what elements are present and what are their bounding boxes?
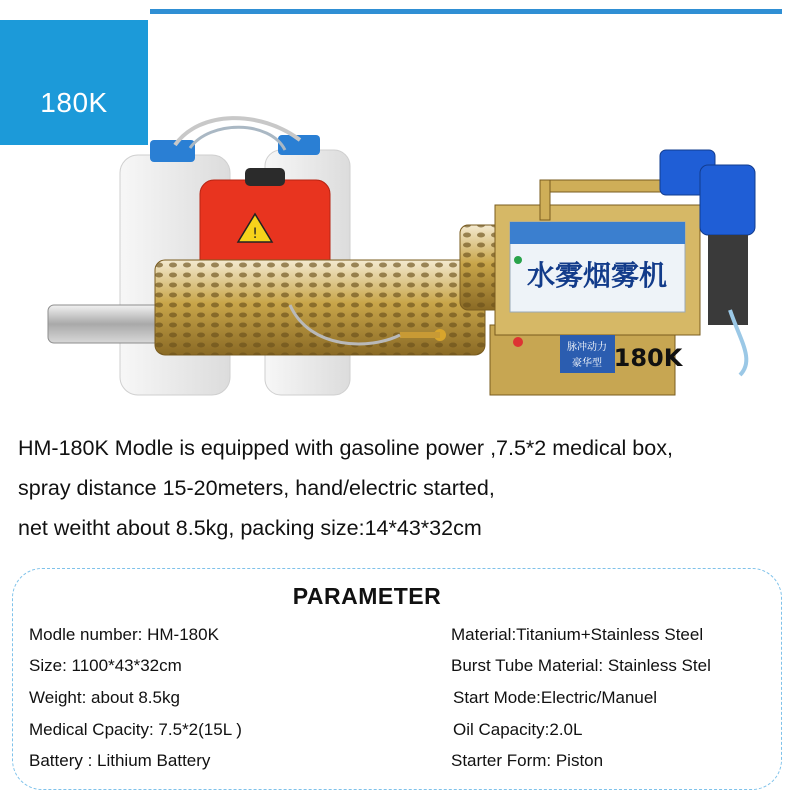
- param-model-number: Modle number: HM-180K: [29, 625, 219, 644]
- parameter-title: PARAMETER: [292, 583, 442, 609]
- control-body: [490, 205, 700, 395]
- param-battery: Battery : Lithium Battery: [29, 751, 211, 770]
- product-description: [18, 428, 793, 548]
- panel-small-text-1: 脉冲动力: [567, 342, 607, 353]
- panel-model-label: 180K: [613, 344, 683, 372]
- param-starter-form: Starter Form: Piston: [451, 751, 604, 770]
- parameter-box: [12, 568, 782, 790]
- panel-chinese-label: 水雾烟雾机: [526, 259, 668, 292]
- description-line-1: HM-180K Modle is equipped with gasoline power ,7.5*2 medical box,: [18, 436, 673, 460]
- param-start-mode: Start Mode:Electric/Manuel: [453, 688, 658, 707]
- param-size: Size: 1100*43*32cm: [29, 656, 182, 675]
- fogging-machine-image: [40, 110, 770, 410]
- description-line-3: net weitht about 8.5kg, packing size:14*43*32cm: [18, 516, 482, 540]
- top-corner: [0, 0, 150, 20]
- top-accent-line: [150, 9, 782, 14]
- param-oil-capacity: Oil Capacity:2.0L: [453, 720, 583, 739]
- description-line-2: spray distance 15-20meters, hand/electric started,: [18, 476, 495, 500]
- model-badge-label: 180K: [40, 86, 108, 118]
- panel-small-text-2: 豪华型: [572, 358, 602, 369]
- param-medical-capacity: Medical Cpacity: 7.5*2(15L ): [29, 720, 242, 739]
- param-burst-tube-material: Burst Tube Material: Stainless Stel: [451, 656, 711, 675]
- svg-text:!: !: [252, 226, 258, 242]
- param-weight: Weight: about 8.5kg: [29, 688, 180, 707]
- param-material: Material:Titanium+Stainless Steel: [451, 625, 704, 644]
